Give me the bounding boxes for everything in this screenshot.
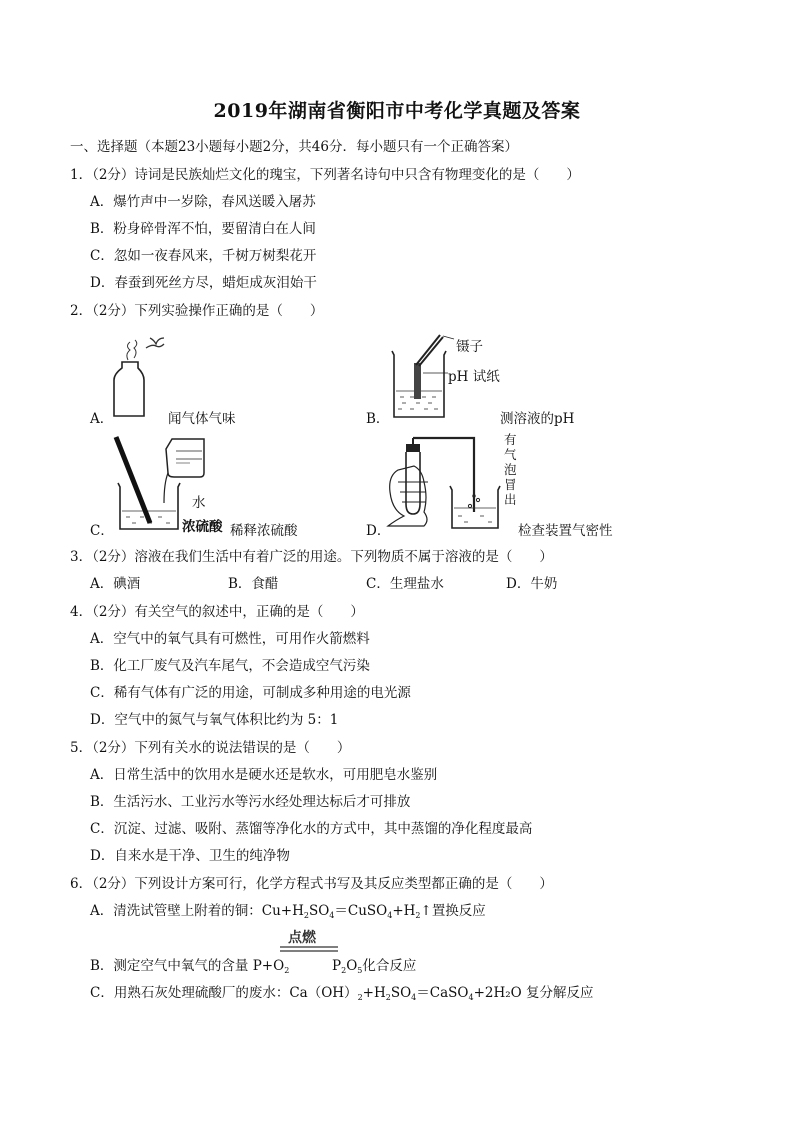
question-2-option-c-letter[interactable]: C． (90, 523, 114, 539)
question-1-option-b[interactable]: B．粉身碎骨浑不怕，要留清白在人间 (90, 221, 316, 237)
question-4-option-c[interactable]: C．稀有气体有广泛的用途，可制成多种用途的电光源 (90, 685, 411, 701)
question-6-option-a[interactable]: A．清洗试管壁上附着的铜：$Cu+H_2SO_4=CuSO_4+H_2↑$置换反应 (90, 903, 486, 920)
question-3-option-a[interactable]: A．碘酒 (90, 576, 141, 592)
question-1-option-a[interactable]: A．爆竹声中一岁除，春风送暖入屠苏 (90, 194, 316, 210)
label-ph-paper: pH 试纸 (448, 369, 500, 385)
question-1-option-d[interactable]: D．春蚕到死丝方尽，蜡炬成灰泪始干 (90, 275, 317, 291)
question-5-stem: 5．（2分）下列有关水的说法错误的是（ ） (70, 740, 351, 756)
question-3-option-b[interactable]: B．食醋 (228, 576, 279, 592)
question-2-option-d-caption: 检查装置气密性 (518, 523, 613, 539)
question-3-stem: 3．（2分）溶液在我们生活中有着广泛的用途。下列物质不属于溶液的是（ ） (70, 549, 553, 565)
question-6-option-c[interactable]: C．用熟石灰处理硫酸厂的废水：$Ca(OH)_2+H_2SO_4=CaSO_4+2H_2O$ 复分解反应 (90, 985, 594, 1002)
figure-smell-gas (108, 330, 168, 420)
question-2-option-a-caption: 闻气体气味 (168, 411, 236, 427)
label-concentrated-acid: 浓硫酸 (182, 519, 223, 535)
section-heading: 一、选择题（本题23小题每小题2分，共46分．每小题只有一个正确答案） (70, 139, 518, 155)
label-bubbles: 有 气 泡 冒 出 (504, 432, 517, 507)
question-2-option-a-letter[interactable]: A． (90, 411, 114, 427)
question-6-option-b[interactable]: B．测定空气中氧气的含量 $P+O_2$ (90, 958, 290, 975)
question-2-option-b-letter[interactable]: B． (366, 411, 390, 427)
label-water: 水 (192, 495, 206, 511)
question-2-option-b-caption: 测溶液的pH (500, 411, 575, 427)
question-3-option-d[interactable]: D．牛奶 (506, 576, 558, 592)
question-1-stem: 1．（2分）诗词是民族灿烂文化的瑰宝，下列著名诗句中只含有物理变化的是（ ） (70, 167, 580, 183)
question-2-option-d-letter[interactable]: D． (366, 523, 391, 539)
figure-airtightness (384, 436, 504, 532)
reaction-condition-label: 点燃 (288, 930, 316, 946)
question-2-stem: 2．（2分）下列实验操作正确的是（ ） (70, 303, 324, 319)
question-5-option-a[interactable]: A．日常生活中的饮用水是硬水还是软水，可用肥皂水鉴别 (90, 767, 438, 783)
label-tweezers: 镊子 (456, 339, 483, 355)
page-title: 2019年湖南省衡阳市中考化学真题及答案 (213, 100, 581, 122)
reaction-equals-sign (280, 946, 338, 952)
question-5-option-d[interactable]: D．自来水是干净、卫生的纯净物 (90, 848, 290, 864)
question-6-stem: 6．（2分）下列设计方案可行，化学方程式书写及其反应类型都正确的是（ ） (70, 876, 553, 892)
question-4-option-b[interactable]: B．化工厂废气及汽车尾气，不会造成空气污染 (90, 658, 370, 674)
question-1-option-c[interactable]: C．忽如一夜春风来，千树万树梨花开 (90, 248, 317, 264)
question-2-option-c-caption: 稀释浓硫酸 (230, 523, 298, 539)
question-4-option-a[interactable]: A．空气中的氧气具有可燃性，可用作火箭燃料 (90, 631, 370, 647)
question-4-stem: 4．（2分）有关空气的叙述中，正确的是（ ） (70, 604, 364, 620)
question-3-option-c[interactable]: C．生理盐水 (366, 576, 444, 592)
question-5-option-b[interactable]: B．生活污水、工业污水等污水经处理达标后才可排放 (90, 794, 411, 810)
question-5-option-c[interactable]: C．沉淀、过滤、吸附、蒸馏等净化水的方式中，其中蒸馏的净化程度最高 (90, 821, 533, 837)
question-4-option-d[interactable]: D．空气中的氮气与氧气体积比约为 5：1 (90, 712, 339, 728)
question-6-option-b-product: $P_2O_5$化合反应 (332, 958, 417, 975)
